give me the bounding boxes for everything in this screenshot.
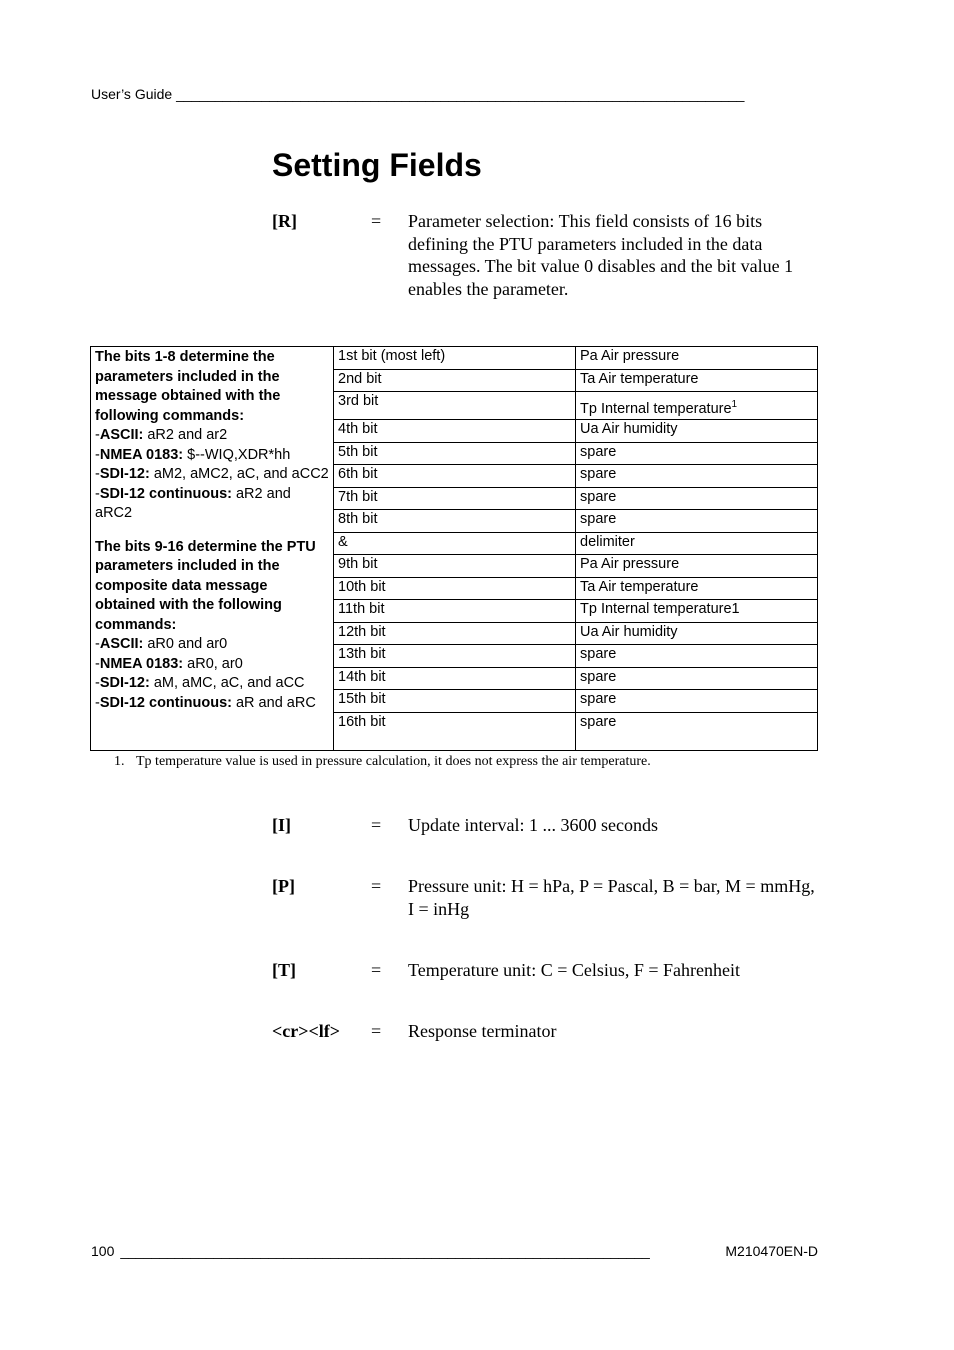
command-line	[95, 635, 329, 655]
page-number: 100	[91, 1243, 115, 1259]
commands-cell	[91, 347, 334, 751]
parameter-label: Ta Air temperature	[580, 578, 699, 595]
bit-cell	[334, 392, 576, 420]
command-prefix: -	[95, 636, 100, 652]
command-value: aM, aMC, aC, and aCC	[149, 675, 305, 691]
bit-cell	[334, 690, 576, 713]
field-r	[272, 210, 817, 302]
parameter-cell	[576, 420, 818, 443]
bit-label: 8th bit	[338, 511, 378, 528]
group-spacer	[95, 524, 329, 538]
command-value: aR0, ar0	[183, 655, 243, 672]
parameter-cell	[576, 465, 818, 488]
field-crlf-key: <cr><lf>	[272, 1021, 341, 1041]
field-t-key: [T]	[272, 960, 296, 980]
command-line	[95, 446, 329, 466]
parameter-label: Ta Air temperature	[580, 370, 699, 387]
document-code: M210470EN-D	[725, 1243, 818, 1259]
field-r-key: [R]	[272, 211, 297, 231]
command-prefix: -	[95, 427, 100, 443]
command-prefix: -	[95, 485, 100, 502]
running-header	[91, 86, 811, 102]
bit-label: 6th bit	[338, 466, 378, 483]
parameter-cell	[576, 487, 818, 510]
command-prefix: -	[95, 446, 100, 463]
parameter-label: Ua Air humidity	[580, 623, 678, 640]
bit-cell	[334, 510, 576, 533]
command-line	[95, 694, 329, 714]
bit-cell	[334, 369, 576, 392]
field-t-equals: =	[371, 960, 382, 980]
bit-label: 1st bit (most left)	[338, 348, 446, 364]
command-group-heading: The bits 9-16 determine the PTU parameters included in the composite data message obtained with the following commands:	[95, 538, 316, 633]
command-protocol: SDI-12:	[99, 675, 150, 691]
bits-table-body	[91, 347, 818, 751]
parameter-label: spare	[580, 668, 617, 685]
bit-label: 16th bit	[338, 713, 386, 730]
parameter-cell	[576, 712, 818, 750]
footnote-text: Tp temperature value is used in pressure calculation, it does not express the air temperature.	[136, 754, 651, 769]
header-title: User’s Guide	[91, 86, 173, 102]
command-line	[95, 426, 329, 446]
parameter-cell	[576, 555, 818, 578]
field-r-description: Parameter selection: This field consists of 16 bits defining the PTU parameters included in the data messages. The bit value 0 disables and the bit value 1 enables the parameter.	[408, 211, 794, 299]
bit-cell	[334, 487, 576, 510]
parameter-label: spare	[580, 691, 617, 708]
field-i-key: [I]	[272, 815, 291, 835]
bit-cell	[334, 555, 576, 578]
running-footer	[91, 1243, 818, 1259]
bit-label: 7th bit	[338, 488, 378, 505]
bit-label: 11th bit	[338, 601, 385, 618]
parameter-cell	[576, 600, 818, 623]
command-protocol: ASCII:	[99, 636, 144, 652]
bit-label: 15th bit	[338, 691, 386, 708]
parameter-cell	[576, 577, 818, 600]
parameter-label: spare	[580, 488, 617, 505]
bit-cell	[334, 465, 576, 488]
parameter-label: Tp Internal temperature1	[580, 601, 740, 618]
command-protocol: NMEA 0183:	[99, 655, 184, 672]
parameter-label: Pa Air pressure	[580, 556, 680, 573]
command-prefix: -	[95, 694, 100, 711]
field-t	[272, 959, 817, 983]
command-value: aR2 and aRC2	[95, 485, 291, 521]
parameter-cell	[576, 645, 818, 668]
command-group-2	[95, 538, 329, 714]
parameter-label: spare	[580, 713, 617, 730]
bit-cell	[334, 347, 576, 370]
command-prefix: -	[95, 655, 100, 672]
footnote-number: 1.	[114, 754, 125, 769]
footnote-marker: 1	[731, 399, 738, 410]
command-group-1	[95, 348, 329, 524]
command-line	[95, 655, 329, 675]
bit-cell	[334, 577, 576, 600]
table-row	[91, 347, 818, 370]
bit-label: 9th bit	[338, 556, 378, 573]
bit-cell	[334, 712, 576, 750]
field-t-description: Temperature unit: C = Celsius, F = Fahrenheit	[408, 960, 740, 980]
field-crlf-description: Response terminator	[408, 1021, 557, 1041]
field-p	[272, 875, 817, 921]
field-i	[272, 814, 817, 838]
command-protocol: SDI-12 continuous:	[99, 694, 232, 711]
header-rule: _________________________________________________________________________	[176, 86, 745, 102]
bit-label: 10th bit	[338, 578, 386, 595]
field-crlf	[272, 1020, 817, 1044]
bit-label: 4th bit	[338, 421, 378, 438]
parameter-cell	[576, 392, 818, 420]
parameter-cell	[576, 347, 818, 370]
parameter-cell	[576, 667, 818, 690]
command-line	[95, 465, 329, 485]
parameter-label: spare	[580, 511, 617, 528]
footer-rule: ____________________________________________________________________	[120, 1243, 650, 1259]
bits-table	[90, 346, 818, 751]
parameter-cell	[576, 532, 818, 555]
bit-cell	[334, 667, 576, 690]
page-title: Setting Fields	[272, 147, 482, 183]
command-prefix: -	[95, 466, 100, 482]
parameter-cell	[576, 622, 818, 645]
command-protocol: NMEA 0183:	[99, 446, 184, 463]
bit-label: 12th bit	[338, 623, 386, 640]
field-p-description: Pressure unit: H = hPa, P = Pascal, B = bar, M = mmHg, I = inHg	[408, 876, 815, 919]
command-value: aR and aRC	[231, 694, 316, 711]
field-i-equals: =	[371, 815, 382, 835]
parameter-cell	[576, 510, 818, 533]
command-protocol: SDI-12 continuous:	[99, 485, 232, 502]
parameter-label: Pa Air pressure	[580, 348, 680, 364]
command-protocol: ASCII:	[99, 427, 144, 443]
bit-cell	[334, 645, 576, 668]
bit-label: 14th bit	[338, 668, 386, 685]
command-line	[95, 485, 329, 524]
parameter-label: spare	[580, 443, 617, 460]
parameter-label: spare	[580, 466, 617, 483]
bit-cell	[334, 532, 576, 555]
command-value: aM2, aMC2, aC, and aCC2	[149, 466, 329, 482]
command-prefix: -	[95, 675, 100, 691]
command-value: aR2 and ar2	[143, 427, 228, 443]
bit-label: 5th bit	[338, 443, 378, 460]
parameter-label: Ua Air humidity	[580, 421, 678, 438]
bit-cell	[334, 600, 576, 623]
parameter-label: spare	[580, 646, 617, 663]
field-r-equals: =	[371, 211, 382, 231]
field-p-equals: =	[371, 876, 382, 896]
bit-label: 2nd bit	[338, 370, 382, 387]
parameter-label: Tp Internal temperature	[580, 400, 732, 417]
bit-cell	[334, 420, 576, 443]
command-value: aR0 and ar0	[143, 636, 228, 652]
bit-label: 3rd bit	[338, 393, 379, 409]
parameter-cell	[576, 690, 818, 713]
command-group-heading: The bits 1-8 determine the parameters included in the message obtained with the following commands:	[95, 349, 281, 424]
field-i-description: Update interval: 1 ... 3600 seconds	[408, 815, 658, 835]
parameter-label: delimiter	[580, 533, 635, 550]
bit-cell	[334, 622, 576, 645]
command-protocol: SDI-12:	[99, 466, 150, 482]
field-p-key: [P]	[272, 876, 295, 896]
command-line	[95, 674, 329, 694]
parameter-cell	[576, 442, 818, 465]
bit-label: &	[338, 533, 348, 550]
bit-cell	[334, 442, 576, 465]
bit-label: 13th bit	[338, 646, 386, 663]
parameter-cell	[576, 369, 818, 392]
command-value: $--WIQ,XDR*hh	[183, 446, 291, 463]
field-crlf-equals: =	[371, 1021, 382, 1041]
